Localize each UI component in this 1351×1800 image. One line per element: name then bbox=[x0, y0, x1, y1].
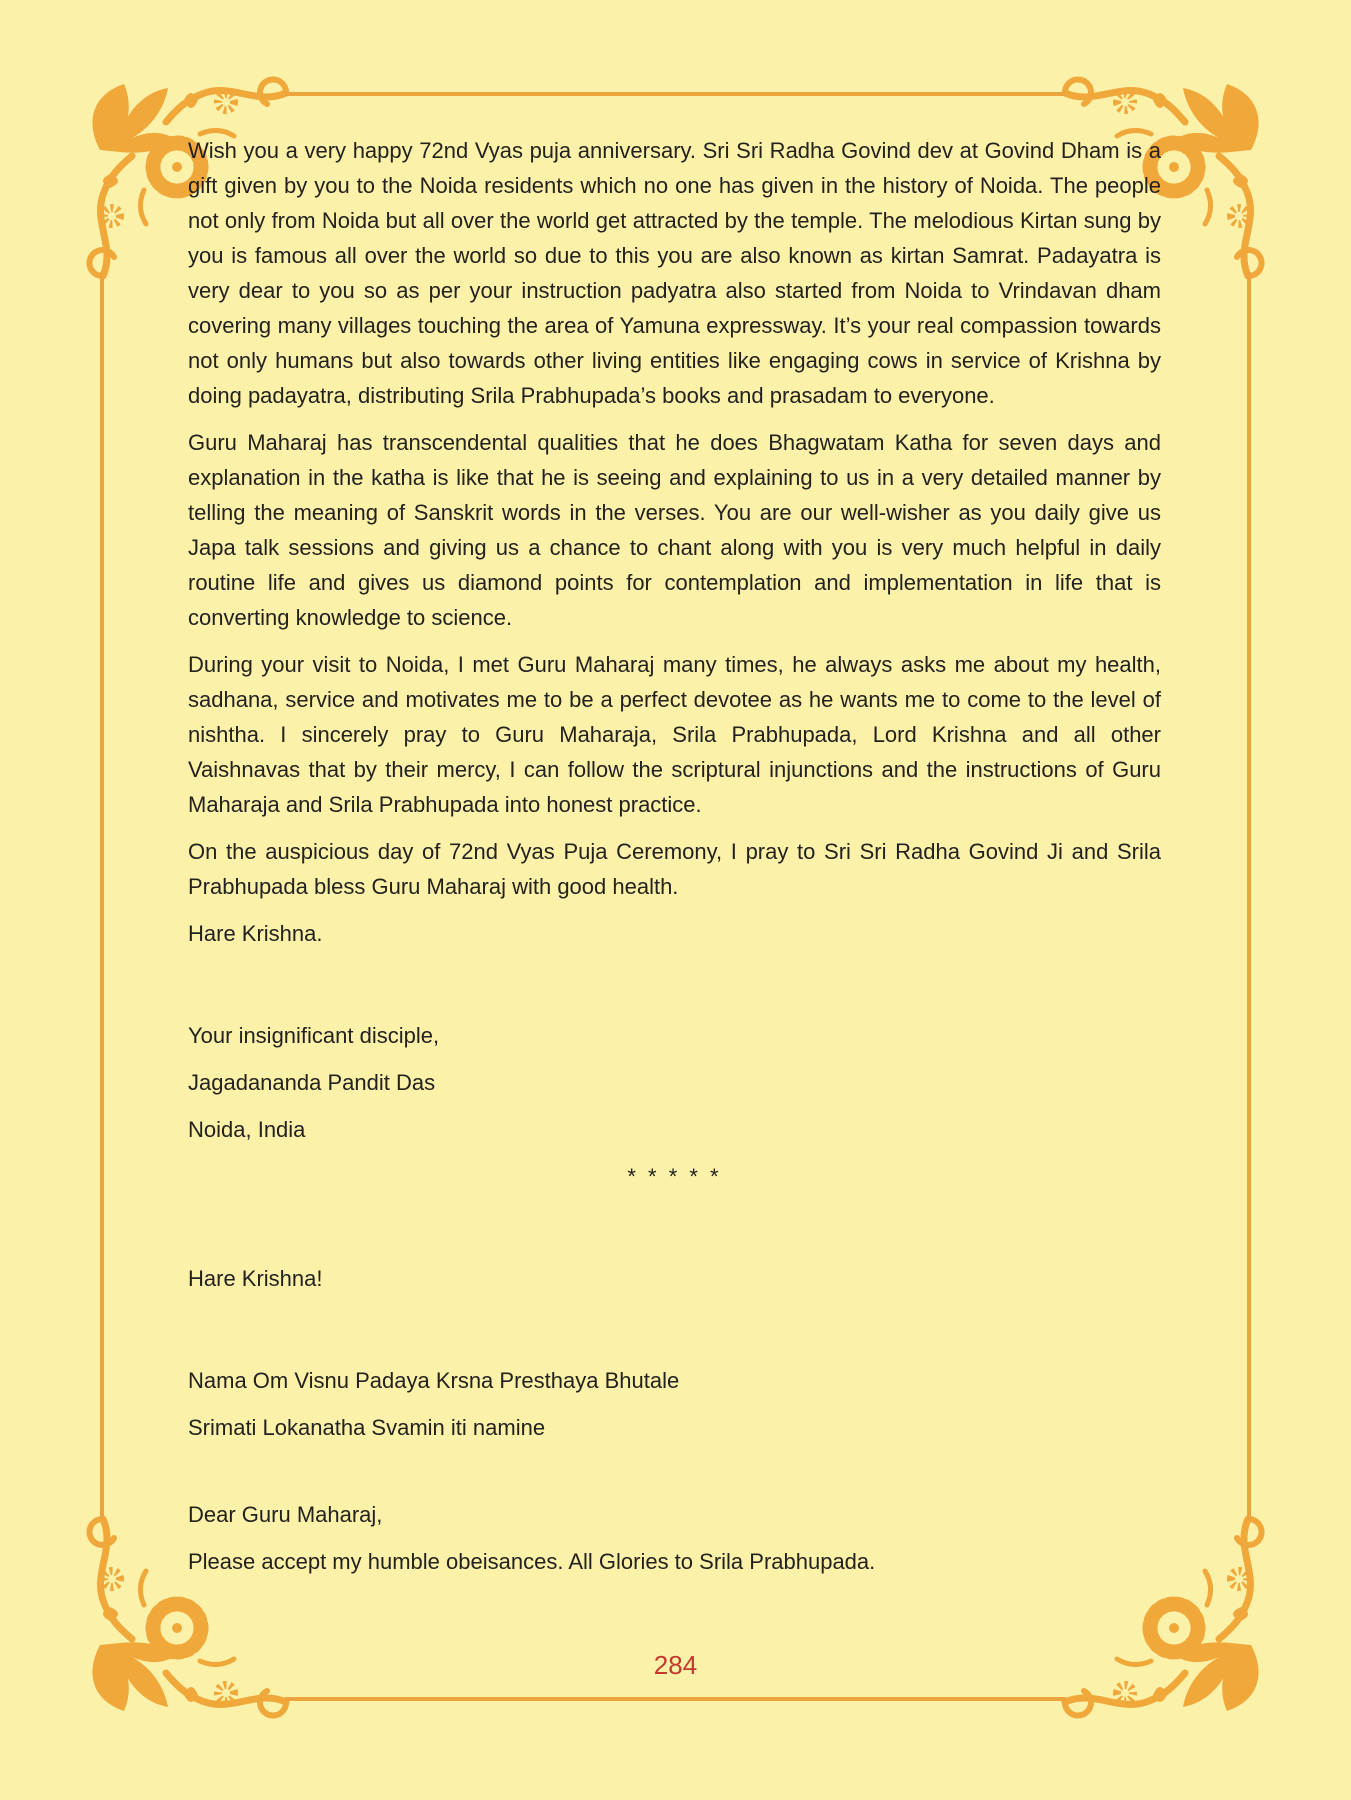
frame-rule-top bbox=[285, 92, 1066, 96]
section-separator: * * * * * bbox=[627, 1164, 722, 1189]
letter-paragraph-4: On the auspicious day of 72nd Vyas Puja Ceremony, I pray to Sri Sri Radha Govind Ji and Srila Prabhupada bless Guru Maharaj with good health. bbox=[188, 839, 1161, 899]
closing-line: Hare Krishna. bbox=[188, 921, 323, 946]
frame-rule-right bbox=[1247, 272, 1251, 1520]
letter-paragraph-2: Guru Maharaj has transcendental qualities that he does Bhagwatam Katha for seven days and explanation in the katha is like that he is seeing and explaining to us in a very detailed manner by telling the meaning of Sanskrit words in the verses. You are our well-wisher as you daily give us Japa talk sessions and giving us a chance to chant along with you is very much helpful in daily routine life and gives us diamond points for contemplation and implementation in life that is converting knowledge to science. bbox=[188, 430, 1161, 630]
obeisance-line: Please accept my humble obeisances. All Glories to Srila Prabhupada. bbox=[188, 1549, 876, 1574]
frame-rule-left bbox=[100, 272, 104, 1520]
signature-name: Jagadananda Pandit Das bbox=[188, 1070, 436, 1095]
frame-rule-bottom bbox=[285, 1697, 1066, 1701]
greeting-line: Dear Guru Maharaj, bbox=[188, 1502, 383, 1527]
salutation-line: Hare Krishna! bbox=[188, 1266, 323, 1291]
pranam-mantra-line-1: Nama Om Visnu Padaya Krsna Presthaya Bhutale bbox=[188, 1368, 680, 1393]
page-number: 284 bbox=[653, 1650, 698, 1680]
letter-paragraph-3: During your visit to Noida, I met Guru Maharaj many times, he always asks me about my health, sadhana, service and motivates me to be a perfect devotee as he wants me to come to the level of nishtha. I sincerely pray to Guru Maharaja, Srila Prabhupada, Lord Krishna and all other Vaishnavas that by their mercy, I can follow the scriptural injunctions and the instructions of Guru Maharaja and Srila Prabhupada into honest practice. bbox=[188, 652, 1161, 817]
letter-paragraph-1: Wish you a very happy 72nd Vyas puja anniversary. Sri Sri Radha Govind dev at Govind Dham is a gift given by you to the Noida residents which no one has given in the history of Noida. The people not only from Noida but all over the world get attracted by the temple. The melodious Kirtan sung by you is famous all over the world so due to this you are also known as kirtan Samrat. Padayatra is very dear to you so as per your instruction padyatra also started from Noida to Vrindavan dham covering many villages touching the area of Yamuna expressway. It’s your real compassion towards not only humans but also towards other living entities like engaging cows in service of Krishna by doing padayatra, distributing Srila Prabhupada’s books and prasadam to everyone. bbox=[188, 138, 1161, 408]
signature-location: Noida, India bbox=[188, 1117, 306, 1142]
signature-intro: Your insignificant disciple, bbox=[188, 1023, 440, 1048]
pranam-mantra-line-2: Srimati Lokanatha Svamin iti namine bbox=[188, 1415, 546, 1440]
letter-body bbox=[188, 133, 1161, 1591]
